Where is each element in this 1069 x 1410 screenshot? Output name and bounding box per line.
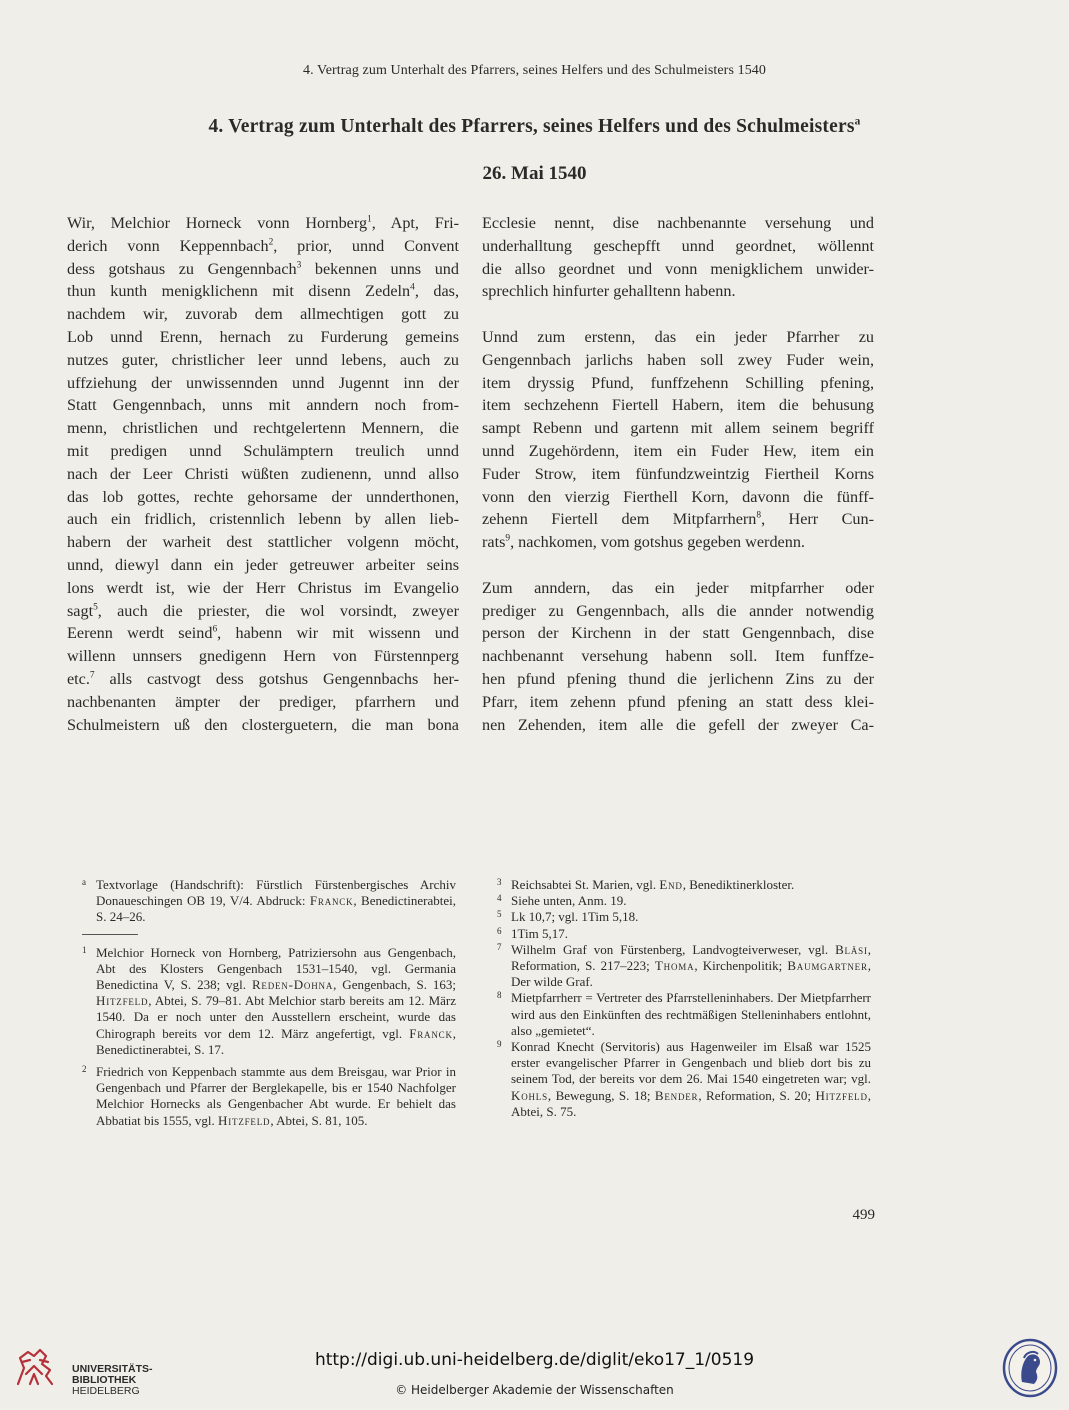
text-line: sprechlich hinfurter gehalltenn habenn. [482, 282, 736, 301]
text-line: prediger zu Gengennbach, alls die annder notwendig [482, 601, 874, 620]
footnote-mark: 8 [497, 990, 502, 1001]
text-line: willenn unnsers gnedigenn Hern von Fürstennperg [67, 647, 459, 666]
footnote-mark: 7 [497, 941, 502, 952]
text-line: Fuder Strow, item fünfundzweintzig Fiertheil Korns [482, 464, 874, 483]
text-line: nachbenanten ämpter der prediger, pfarrhern und [67, 692, 459, 711]
text-line: Wir, Melchior Horneck vonn Hornberg$^1$, Apt, Fri- [67, 214, 459, 232]
footnote-6: 6 1Tim 5,17. [497, 926, 871, 942]
text-line: thun kunth menigklichenn mit disenn Zedeln$^4$, das, [67, 282, 459, 301]
footnote-ref: 8 [756, 510, 762, 521]
paragraph-gap [482, 554, 874, 577]
text-line: uffziehung der unwissennden unnd Jugennt inn der [67, 373, 459, 392]
footnotes-left [82, 877, 456, 1129]
footnote-1: 1 Melchior Horneck von Hornberg, Patriziersohn aus Gengenbach, Abt des Klosters Gengenbach 1531–1540, vgl. Germania Benedictina V, S. 238; vgl. Reden-Dohna, Gengenbach, S. 163; Hitzfeld, Abtei, S. 79–81. Abt Melchior starb bereits am 12. März 1540. Da er noch unter den Ausstellern erscheint, wurde das Chirograph bereits vor dem 12. März angefertigt, vgl. Franck, Benedictinerabtei, S. 17. [82, 945, 456, 1058]
text-line: nachbenannt versehung habenn soll. Item funffze- [482, 647, 874, 666]
text-line: derich vonn Keppennbach$^2$, prior, unnd Convent [67, 236, 460, 255]
footnote-ref: 6 [212, 624, 218, 635]
text-line: rats$^9$, nachkomen, vom gotshus gegeben werdenn. [482, 533, 805, 552]
text-line: Schulmeistern uß den closterguetern, die man bona [67, 715, 459, 734]
text-line: Ecclesie nennt, dise nachbenannte versehung und [482, 214, 874, 232]
academy-seal-icon[interactable] [1002, 1338, 1058, 1398]
footnote-9: 9 Konrad Knecht (Servitoris) aus Hagenweiler im Elsaß war 1525 erster evangelischer Pfarrer in Gengenbach und blieb dort bis zu seinem Tod, der bereits vor dem 26. Mai 1540 eingetreten war; vgl. Kohls, Bewegung, S. 18; Bender, Reformation, S. 20; Hitzfeld, Abtei, S. 75. [497, 1039, 871, 1120]
text-line: Pfarr, item zehenn pfund pfening an statt dess klei- [482, 692, 874, 711]
text-line: menn, christlichen und rechtgelertenn Mennern, die [67, 419, 459, 438]
text-line: zehenn Fiertell dem Mitpfarrhern$^8$, Herr Cun- [482, 510, 875, 529]
footnote-ref: 1 [367, 214, 372, 225]
text-line: Statt Gengennbach, unns mit anndern noch from- [67, 396, 459, 415]
text-line: nutzes guter, christlicher leer unnd lebens, auch zu [67, 350, 459, 369]
title-footnote-mark: a [854, 115, 861, 128]
text-line: hen pfund pfening thund die jerlichenn Zins zu der [482, 669, 874, 688]
footnote-mark: 4 [497, 893, 502, 904]
text-line: unnd, diewyl dann ein jeder getreuwer arbeiter seins [67, 555, 459, 574]
footnote-divider [82, 934, 138, 935]
text-line: Gengennbach jarlichs haben soll zwey Fuder wein, [482, 350, 874, 369]
running-head: 4. Vertrag zum Unterhalt des Pfarrers, seines Helfers und des Schulmeisters 1540 [302, 63, 766, 78]
text-line: habern der warheit dest stattlicher volgenn möcht, [67, 533, 459, 552]
text-line: nach der Leer Christi wüßten zudienenn, unnd allso [67, 464, 459, 483]
text-line: item sechzehenn Fiertell Habern, item die behusung [482, 396, 874, 415]
text-line: mit predigen unnd Schulämptern treulich unnd [67, 441, 459, 460]
text-line: person der Kirchenn in der statt Gengennbach, dise [482, 624, 874, 643]
footnote-7: 7 Wilhelm Graf von Fürstenberg, Landvogteiverweser, vgl. Bläsi, Reformation, S. 217–223; Thoma, Kirchenpolitik; Baumgartner, Der wilde Graf. [497, 942, 871, 991]
text-line: vonn den vierzig Fierthell Korn, davonn die fünff- [482, 487, 874, 506]
footnote-ref: 9 [505, 533, 511, 544]
document-title [0, 116, 1069, 138]
text-line: das lob gottes, rechte gehorsame der unnderthonen, [67, 487, 459, 506]
text-line: item dryssig Pfund, funffzehenn Schilling pfening, [482, 373, 874, 392]
text-line: Eerenn werdt seind$^6$, habenn wir mit wissenn und [67, 624, 459, 643]
text-line: Unnd zum erstenn, das ein jeder Pfarrher zu [482, 327, 874, 346]
title-text: 4. Vertrag zum Unterhalt des Pfarrers, seines Helfers und des Schulmeisters [208, 116, 855, 137]
footnote-5: 5 Lk 10,7; vgl. 1Tim 5,18. [497, 909, 871, 925]
text-line: unnd Zugehördenn, item ein Fuder Hew, item ein [482, 441, 874, 460]
text-line: sagt$^5$, auch die priester, die wol vorsindt, zweyer [67, 601, 459, 620]
footnote-mark: 1 [82, 944, 87, 955]
document-date: 26. Mai 1540 [482, 163, 587, 184]
text-line: Zum anndern, das ein jeder mitpfarrher oder [482, 578, 874, 597]
footnotes-right [497, 877, 871, 1120]
footnote-4: 4 Siehe unten, Anm. 19. [497, 893, 871, 909]
paragraph-gap [482, 303, 874, 326]
footnote-ref: 7 [89, 670, 95, 681]
library-name: UNIVERSITÄTS- BIBLIOTHEK HEIDELBERG [72, 1363, 153, 1397]
copyright-notice: © Heidelberger Akademie der Wissenschaften [395, 1383, 674, 1397]
text-line: lons werdt ist, wie der Herr Christus im Evangelio [67, 578, 459, 597]
footnote-mark: 2 [82, 1064, 87, 1075]
digitization-footer [0, 1328, 1069, 1410]
text-column-left [67, 212, 459, 736]
footnote-2: 2 Friedrich von Keppenbach stammte aus dem Breisgau, war Prior in Gengenbach und Pfarrer der Berglekapelle, bis er 1540 Nachfolger Melchior Hornecks als Gengenbacher Abt wurde. Er behielt das Abbatiat bis 1555, vgl. Hitzfeld, Abtei, S. 81, 105. [82, 1064, 456, 1129]
text-line: underhalltung geschepfft unnd geordnet, wöllennt [482, 236, 874, 255]
text-column-right [482, 212, 874, 736]
text-line: die allso geordnet und vonn menigklichem unwider- [482, 259, 874, 278]
text-line: dess gotshaus zu Gengennbach$^3$ bekennen unns und [67, 259, 459, 278]
footnote-a: a Textvorlage (Handschrift): Fürstlich Fürstenbergisches Archiv Donaueschingen OB 19, V/4. Abdruck: Franck, Benedictinerabtei, S. 24–26. [82, 877, 456, 926]
text-line: nen Zehenden, item alle die gefell der zweyer Ca- [482, 715, 874, 734]
footnote-mark: 9 [497, 1039, 502, 1050]
permalink-url[interactable]: http://digi.ub.uni-heidelberg.de/diglit/eko17_1/0519 [314, 1350, 755, 1370]
text-line: etc.$^7$ alls castvogt dess gotshus Gengennbachs her- [67, 669, 459, 688]
footnote-8: 8 Mietpfarrherr = Vertreter des Pfarrstelleninhabers. Der Mietpfarrherr wird aus den Einkünften des rechtmäßigen Stelleninhabers entlohnt, also „gemietet“. [497, 990, 871, 1039]
footnote-mark: 5 [497, 909, 502, 920]
footnote-ref: 3 [296, 260, 302, 271]
footnote-3: 3 Reichsabtei St. Marien, vgl. End, Benediktinerkloster. [497, 877, 871, 893]
text-line: sampt Rebenn und gartenn mit allem seinem begriff [482, 419, 874, 438]
footnote-mark: a [82, 877, 86, 887]
footnote-ref: 2 [268, 237, 274, 248]
text-line: nachdem wir, zuvorab dem allmechtigen gott zu [67, 305, 459, 324]
footnote-mark: 3 [497, 877, 502, 887]
page-number: 499 [852, 1207, 875, 1223]
footnote-ref: 5 [93, 602, 98, 613]
footnote-ref: 4 [410, 283, 415, 293]
text-line: Lob unnd Erenn, hernach zu Furderung gemeins [67, 327, 459, 346]
footnote-mark: 6 [497, 925, 502, 936]
text-line: auch ein fridlich, cristennlich lebenn by allen lieb- [67, 510, 459, 529]
